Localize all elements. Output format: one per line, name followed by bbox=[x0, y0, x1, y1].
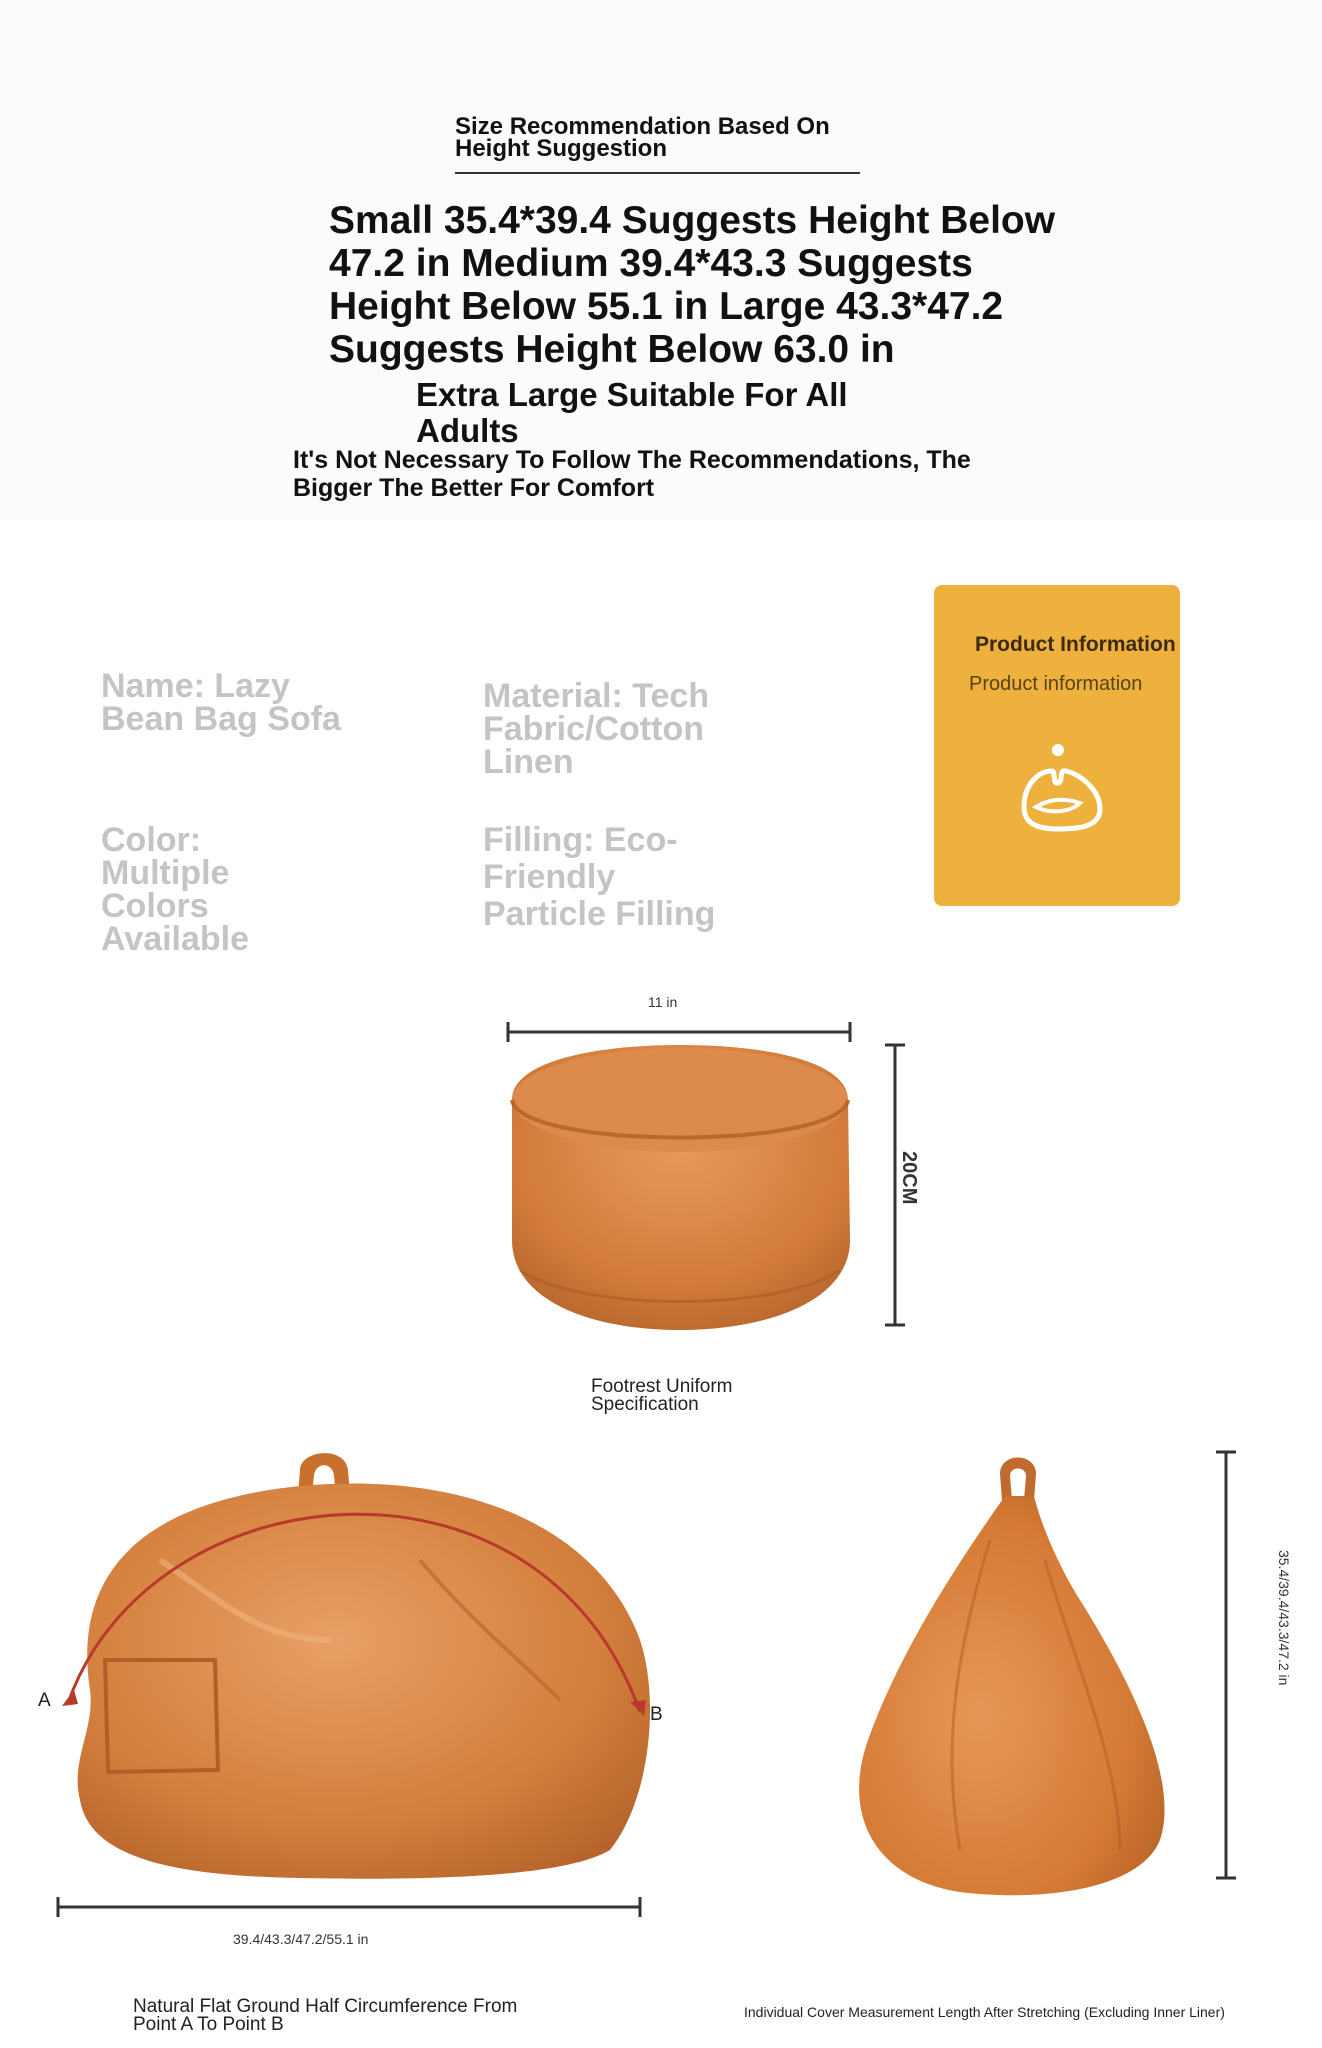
point-a-label: A bbox=[38, 1690, 51, 1711]
spec-color: Color: Multiple Colors Available bbox=[101, 821, 250, 958]
spec-filling: Filling: Eco-Friendly Particle Filling bbox=[483, 821, 716, 933]
spec-name: Name: Lazy Bean Bag Sofa bbox=[101, 667, 341, 738]
spec-material: Material: Tech Fabric/Cotton Linen bbox=[483, 677, 710, 781]
cover-height-dimension bbox=[1216, 1452, 1236, 1878]
cover-image bbox=[859, 1458, 1164, 1896]
size-recommendation-heading: Size Recommendation Based On Height Suggestion bbox=[455, 113, 830, 162]
point-b-label: B bbox=[650, 1704, 663, 1725]
footrest-height-label: 20CM bbox=[898, 1151, 920, 1205]
footrest-image bbox=[512, 1045, 850, 1330]
cover-caption: Individual Cover Measurement Length After Stretching (Excluding Inner Liner) bbox=[744, 2004, 1225, 2020]
arrow-head-a bbox=[62, 1690, 78, 1706]
bean-bag-width-label: 39.4/43.3/47.2/55.1 in bbox=[233, 1931, 369, 1947]
recommendation-note: It's Not Necessary To Follow The Recommendations, The Bigger The Better For Comfort bbox=[293, 446, 971, 502]
bean-bag-width-dimension bbox=[58, 1897, 640, 1917]
bean-bag-caption: Natural Flat Ground Half Circumference From Point A To Point B bbox=[133, 1996, 518, 2035]
footrest-width-dimension bbox=[508, 1022, 850, 1042]
cover-height-label: 35.4/39.4/43.3/47.2 in bbox=[1276, 1550, 1292, 1686]
size-list: Small 35.4*39.4 Suggests Height Below 47.2 in Medium 39.4*43.3 Suggests Height Below 55.1 in Large 43.3*47.2 Suggests Height Below 63.0 in bbox=[329, 199, 1056, 371]
card-title: Product Information bbox=[975, 633, 1176, 656]
card-subtitle: Product information bbox=[969, 673, 1143, 695]
bean-bag-image bbox=[78, 1453, 650, 1879]
footrest-caption: Footrest Uniform Specification bbox=[591, 1376, 733, 1415]
extra-large-note: Extra Large Suitable For All Adults bbox=[416, 376, 848, 449]
footrest-width-label: 11 in bbox=[648, 994, 678, 1010]
